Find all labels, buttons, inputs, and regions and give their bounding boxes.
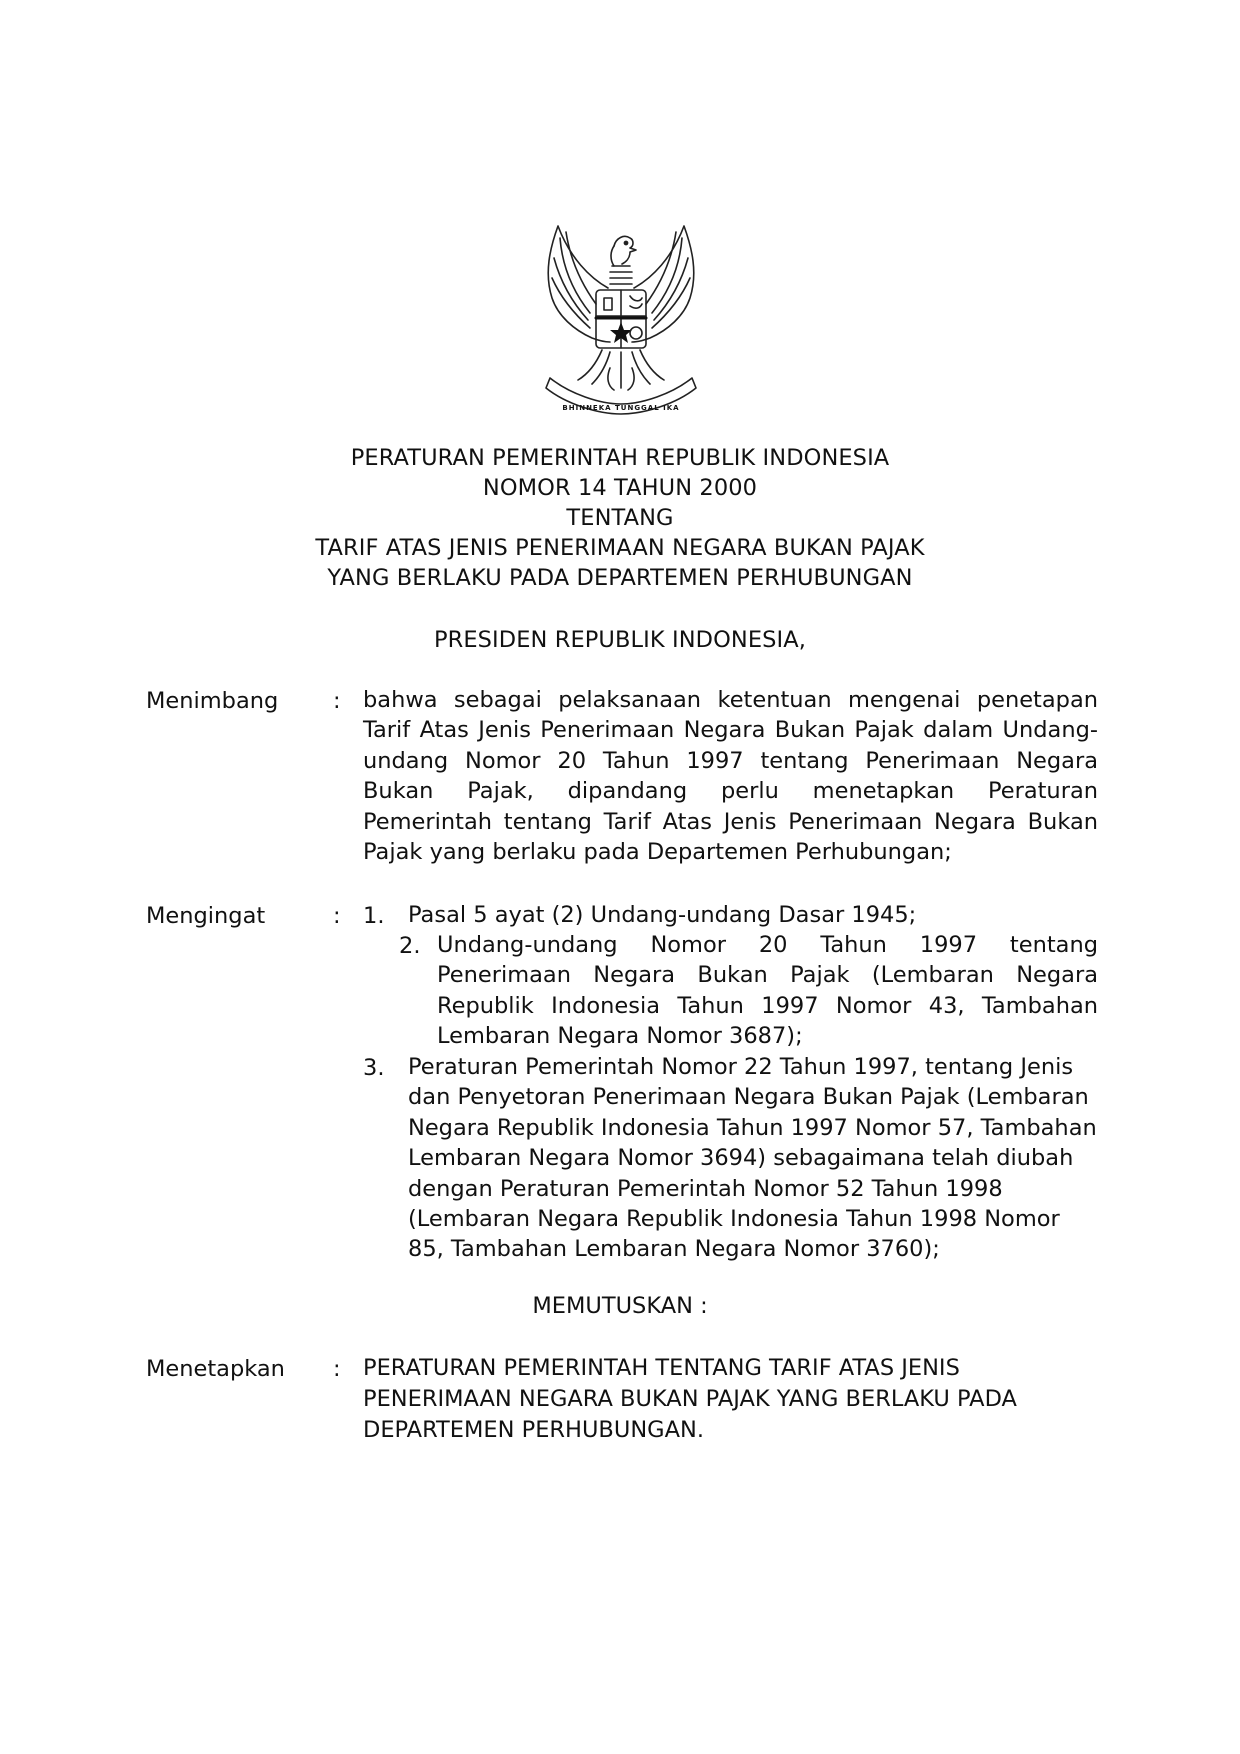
menetapkan-text: PERATURAN PEMERINTAH TENTANG TARIF ATAS JENIS PENERIMAAN NEGARA BUKAN PAJAK YANG BERLAKU PADA DEPARTEMEN PERHUBUNGAN. (363, 1355, 1017, 1443)
mengingat-item-text: Undang-undang Nomor 20 Tahun 1997 tentang Penerimaan Negara Bukan Pajak (Lembaran Negara Republik Indonesia Tahun 1997 Nomor 43, Tambahan Lembaran Negara Nomor 3687); (437, 932, 1098, 1050)
mengingat-colon: : (333, 903, 341, 929)
mengingat-item-text: Pasal 5 ayat (2) Undang-undang Dasar 1945; (408, 902, 917, 928)
mengingat-label: Mengingat (146, 903, 266, 929)
menetapkan-label: Menetapkan (146, 1356, 285, 1382)
emblem-motto: BHINNEKA TUNGGAL IKA (562, 404, 680, 412)
regulation-subject-line-1: TARIF ATAS JENIS PENERIMAAN NEGARA BUKAN PAJAK (315, 535, 925, 561)
garuda-pancasila-emblem-icon (530, 218, 712, 416)
menimbang-label: Menimbang (146, 688, 279, 714)
regulation-tentang: TENTANG (566, 505, 674, 531)
mengingat-item-number: 1. (363, 903, 385, 929)
mengingat-item-number: 2. (399, 933, 421, 959)
memutuskan-heading: MEMUTUSKAN : (532, 1293, 708, 1319)
mengingat-item-number: 3. (363, 1055, 385, 1081)
menetapkan-colon: : (333, 1356, 341, 1382)
menimbang-colon: : (333, 688, 341, 714)
regulation-number: NOMOR 14 TAHUN 2000 (482, 475, 758, 501)
regulation-title-line-1: PERATURAN PEMERINTAH REPUBLIK INDONESIA (350, 445, 890, 471)
president-heading: PRESIDEN REPUBLIK INDONESIA, (433, 627, 807, 653)
menimbang-text: bahwa sebagai pelaksanaan ketentuan mengenai penetapan Tarif Atas Jenis Penerimaan Negara Bukan Pajak dalam Undang-undang Nomor 20 Tahun 1997 tentang Penerimaan Negara Bukan Pajak, dipandang perlu menetapkan Peraturan Pemerintah tentang Tarif Atas Jenis Penerimaan Negara Bukan Pajak yang berlaku pada Departemen Perhubungan; (363, 687, 1098, 866)
regulation-subject-line-2: YANG BERLAKU PADA DEPARTEMEN PERHUBUNGAN (327, 565, 913, 591)
mengingat-item-text: Peraturan Pemerintah Nomor 22 Tahun 1997, tentang Jenis dan Penyetoran Penerimaan Negara Bukan Pajak (Lembaran Negara Republik Indonesia Tahun 1997 Nomor 57, Tambahan Lembaran Negara Nomor 3694) sebagaimana telah diubah dengan Peraturan Pemerintah Nomor 52 Tahun 1998 (Lembaran Negara Republik Indonesia Tahun 1998 Nomor 85, Tambahan Lembaran Negara Nomor 3760); (408, 1054, 1097, 1263)
